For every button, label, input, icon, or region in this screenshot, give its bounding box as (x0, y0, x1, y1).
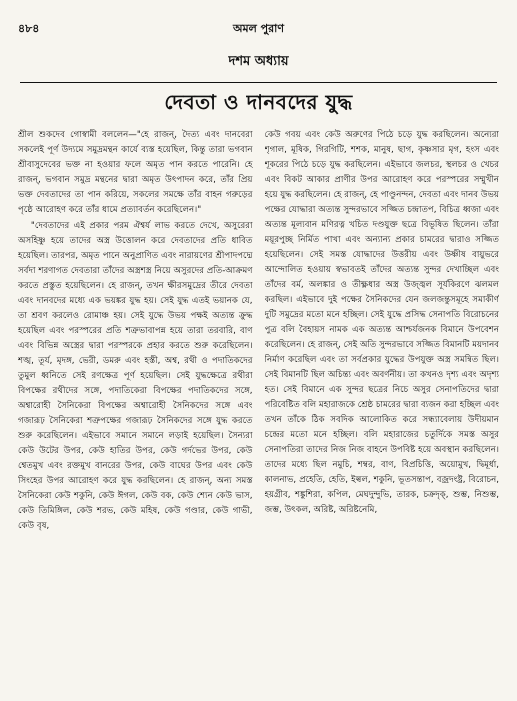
paragraph: "দেবতাদের এই প্রকার পরম ঐশ্বর্য লাভ করতে দেখে, অসুরেরা অসহিষ্ণু হয়ে তাদের অস্ত্র উত্তোলন করে দেবতাদের প্রতি ধাবিত হয়েছিল। তারপর, অমৃত পানে অনুপ্রাণিত এবং নারায়ণের শ্রীপাদপদ্মে সর্বদা শরণাগত দেবতারা তাঁদের অস্ত্রশস্ত্র নিয়ে অসুরদের প্রতি-আক্রমণ করতে প্রস্তুত হয়েছিলেন। হে রাজন্, তখন ক্ষীরসমুদ্রের তীরে দেবতা এবং দানবদের মধ্যে এক ভয়ঙ্কর যুদ্ধ হয়। সেই যুদ্ধ এতই ভয়ানক যে, তা শ্রবণ করলেও রোমাঞ্চ হয়। সেই যুদ্ধে উভয় পক্ষই অত্যন্ত ক্রুদ্ধ হয়েছিল এবং পরস্পরের প্রতি শত্রুভাবাপন্ন হয়ে তারা তরবারি, বাণ এবং বিভিন্ন অস্ত্রের দ্বারা পরস্পরকে প্রহার করতে শুরু করেছিলেন। শঙ্খ, তূর্য, মৃদঙ্গ, ভেরী, ডমরু এবং হস্তী, অশ্ব, রথী ও পদাতিকদের তুমুল ধ্বনিতে সেই রণক্ষেত্র পূর্ণ হয়েছিল। সেই যুদ্ধক্ষেত্রে রথীরা বিপক্ষের রথীদের সঙ্গে, পদাতিকেরা বিপক্ষের পদাতিকদের সঙ্গে, অশ্বারোহী সৈনিকেরা বিপক্ষের অশ্বারোহী সৈনিকদের সঙ্গে এবং গজারূঢ় সৈনিকেরা শত্রুপক্ষের গজারূঢ় সৈনিকদের সঙ্গে যুদ্ধ করতে শুরু করেছিলেন। এইভাবে সমানে সমানে লড়াই হয়েছিল। সৈন্যরা কেউ উটের উপর, কেউ হাতির উপর, কেউ গর্দভের উপর, কেউ শ্বেতমুখ এবং রক্তমুখ বানরের উপর, কেউ বাঘের উপর এবং কেউ সিংহের উপর আরোহণ করে যুদ্ধ করছিলেন। হে রাজন্, অন্য সমস্ত সৈনিকেরা কেউ শকুনি, কেউ ঈগল, কেউ বক, কেউ শ্যেন কেউ ভাস, কেউ তিমিঙ্গিল, কেউ শরভ, কেউ মহিষ, কেউ গণ্ডার, কেউ গাভী, কেউ বৃষ, (18, 221, 253, 531)
left-column (18, 128, 253, 695)
chapter-heading: দশম অধ্যায় (228, 54, 289, 69)
chapter-title: দেবতা ও দানবদের যুদ্ধ (164, 90, 353, 114)
page-number: ৪৮৪ (18, 22, 40, 35)
title-divider (20, 82, 497, 83)
page-header (18, 20, 499, 34)
running-head: অমল পুরাণ (232, 22, 285, 35)
text-columns (18, 128, 499, 695)
paragraph: শ্রীল শুকদেব গোস্বামী বললেন—"হে রাজন্, দৈত্য এবং দানবেরা সকলেই পূর্ণ উদ্যমে সমুদ্রমন্থন কার্যে ব্যস্ত হয়েছিল, কিন্তু তারা ভগবান শ্রীবাসুদেবের ভক্ত না হওয়ার ফলে অমৃত পান করতে পারেনি। হে রাজন্, ভগবান সমুদ্র মন্থনের দ্বারা অমৃত উৎপাদন করে, তাঁর প্রিয় ভক্ত দেবতাদের তা পান করিয়ে, সকলের সমক্ষে তাঁর বাহন গরুড়ের পৃষ্ঠে আরোহণ করে তাঁর ধামে প্রত্যাবর্তন করেছিলেন।" (18, 130, 253, 215)
right-column (265, 128, 500, 695)
paragraph: কেউ গবয় এবং কেউ অরুণের পিঠে চড়ে যুদ্ধ করছিলেন। অন্যেরা শৃগাল, মূষিক, গিরগিটি, শশক, মানুষ, ছাগ, কৃষ্ণসার মৃগ, হংস এবং শূকরের পিঠে চড়ে যুদ্ধ করছিলেন। এইভাবে জলচর, স্থলচর ও খেচর এবং বিকট আকার প্রাণীর উপর আরোহণ করে পরস্পরের সম্মুখীন হয়ে যুদ্ধ করছিলেন। হে রাজন্, হে পাণ্ডুনন্দন, দেবতা এবং দানব উভয় পক্ষের যোদ্ধারা অত্যন্ত সুন্দরভাবে সজ্জিত চন্দ্রাতপ, বিচিত্র ধ্বজা এবং অত্যন্ত মূল্যবান মণিরত্ন খচিত দণ্ডযুক্ত ছত্রে বিভূষিত ছিলেন। তাঁরা ময়ূরপুচ্ছ নির্মিত পাখা এবং অন্যান্য প্রকার চামরের দ্বারাও সজ্জিত হয়েছিলেন। সেই সমস্ত যোদ্ধাদের উত্তরীয় এবং উষ্ণীষ বায়ুভরে আন্দোলিত হওয়ায় স্বভাবতই তাঁদের অত্যন্ত সুন্দর দেখাচ্ছিল এবং তাঁদের বর্ম, অলঙ্কার ও তীক্ষ্ণধার অস্ত্র উজ্জ্বল সূর্যকিরণে ঝলমল করছিল। এইভাবে দুই পক্ষের সৈনিকদের যেন জলজন্তুসমূহে সমাকীর্ণ দুটি সমুদ্রের মতো মনে হচ্ছিল। সেই যুদ্ধে প্রসিদ্ধ সেনাপতি বিরোচনের পুত্র বলি বৈহায়স নামক এক অত্যন্ত আশ্চর্যজনক বিমানে উপবেশন করেছিলেন। হে রাজন্, সেই অতি সুন্দরভাবে সজ্জিত বিমানটি ময়দানব নির্মাণ করেছিল এবং তা সর্বপ্রকার যুদ্ধের উপযুক্ত অস্ত্র সমন্বিত ছিল। সেই বিমানটি ছিল অচিন্ত্য এবং অবর্ণনীয়। তা কখনও দৃশ্য এবং অদৃশ্য হত। সেই বিমানে এক সুন্দর ছত্রের নিচে অসুর সেনাপতিদের দ্বারা পরিবেষ্টিত বলি মহারাজকে শ্রেষ্ঠ চামরের দ্বারা ব্যজন করা হচ্ছিল এবং তখন তাঁকে ঠিক সবদিক আলোকিত করে সন্ধ্যাবেলায় উদীয়মান চন্দ্রের মতো মনে হচ্ছিল। বলি মহারাজের চতুর্দিকে সমস্ত অসুর সেনাপতিরা তাদের নিজ নিজ বাহনে উপবিষ্ট হয়ে অবস্থান করছিলেন। তাদের মধ্যে ছিল নমুচি, শম্বর, বাণ, বিপ্রচিত্তি, অয়োমুখ, দ্বিমূর্ধা, কালনাভ, প্রহেতি, হেতি, ইল্বল, শকুনি, ভূতসন্তাপ, বজ্রদংষ্ট্র, বিরোচন, হয়গ্রীব, শঙ্কুশিরা, কপিল, মেঘদুন্দুভি, তারক, চক্রদৃক্, শুম্ভ, নিশুম্ভ, জম্ভ, উৎকল, অরিষ্ট, অরিষ্টনেমি, (264, 130, 499, 515)
